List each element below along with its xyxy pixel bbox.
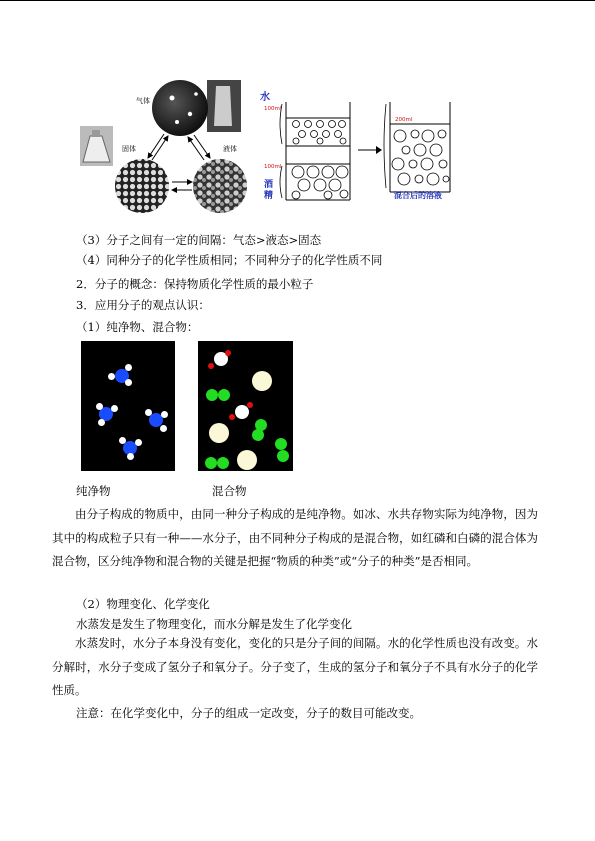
water-label: 水: [260, 92, 270, 103]
states-of-matter-figure: [80, 78, 255, 214]
pure-mixture-heading: （1）纯净物、混合物：: [76, 320, 199, 334]
page-top-border: [0, 0, 595, 1]
change-heading: （2）物理变化、化学变化: [76, 597, 210, 611]
alcohol-label: 酒精: [264, 180, 274, 201]
evaporation-sentence: 水蒸发是发生了物理变化，而水分解是发生了化学变化: [76, 617, 352, 631]
pure-substance-image: [81, 341, 175, 471]
change-explanation-paragraph: 水蒸发时，水分子本身没有变化，变化的只是分子间的间隔。水的化学性质也没有改变。水分解时，水分子变成了氢分子和氧分子。分子变了，生成的氢分子和氧分子不具有水分子的化学性质。: [52, 636, 538, 697]
liquid-label: 液体: [223, 145, 237, 153]
mixture-label: 混合后的溶液: [394, 191, 442, 200]
molecule-concept: 2．分子的概念：保持物质化学性质的最小粒子: [76, 277, 314, 291]
point-3-spacing: （3）分子之间有一定的间隔：气态>液态>固态: [76, 233, 322, 247]
point-4-properties: （4）同种分子的化学性质相同；不同种分子的化学性质不同: [76, 253, 383, 267]
apply-heading: 3．应用分子的观点认识：: [76, 298, 210, 312]
mixture-caption: 混合物: [212, 484, 247, 498]
alcohol-volume-label: 100ml: [264, 164, 282, 170]
mixing-volume-figure: [258, 84, 458, 210]
mixture-volume-label: 200ml: [395, 117, 413, 123]
water-volume-label: 100ml: [264, 106, 282, 112]
note-sentence: 注意：在化学变化中，分子的组成一定改变，分子的数目可能改变。: [76, 706, 421, 720]
mixture-image: [198, 341, 293, 471]
pure-vs-mixture-paragraph: 由分子构成的物质中，由同一种分子构成的是纯净物。如冰、水共存物实际为纯净物，因为其中的构成粒子只有一种——水分子，由不同种分子构成的是混合物，如红磷和白磷的混合体为混合物，区分纯净物和混合物的关键是把握“物质的种类”或“分子的种类”是否相同。: [52, 507, 538, 568]
gas-label: 气体: [136, 97, 150, 105]
solid-label: 固体: [122, 145, 136, 153]
pure-substance-caption: 纯净物: [76, 484, 111, 498]
